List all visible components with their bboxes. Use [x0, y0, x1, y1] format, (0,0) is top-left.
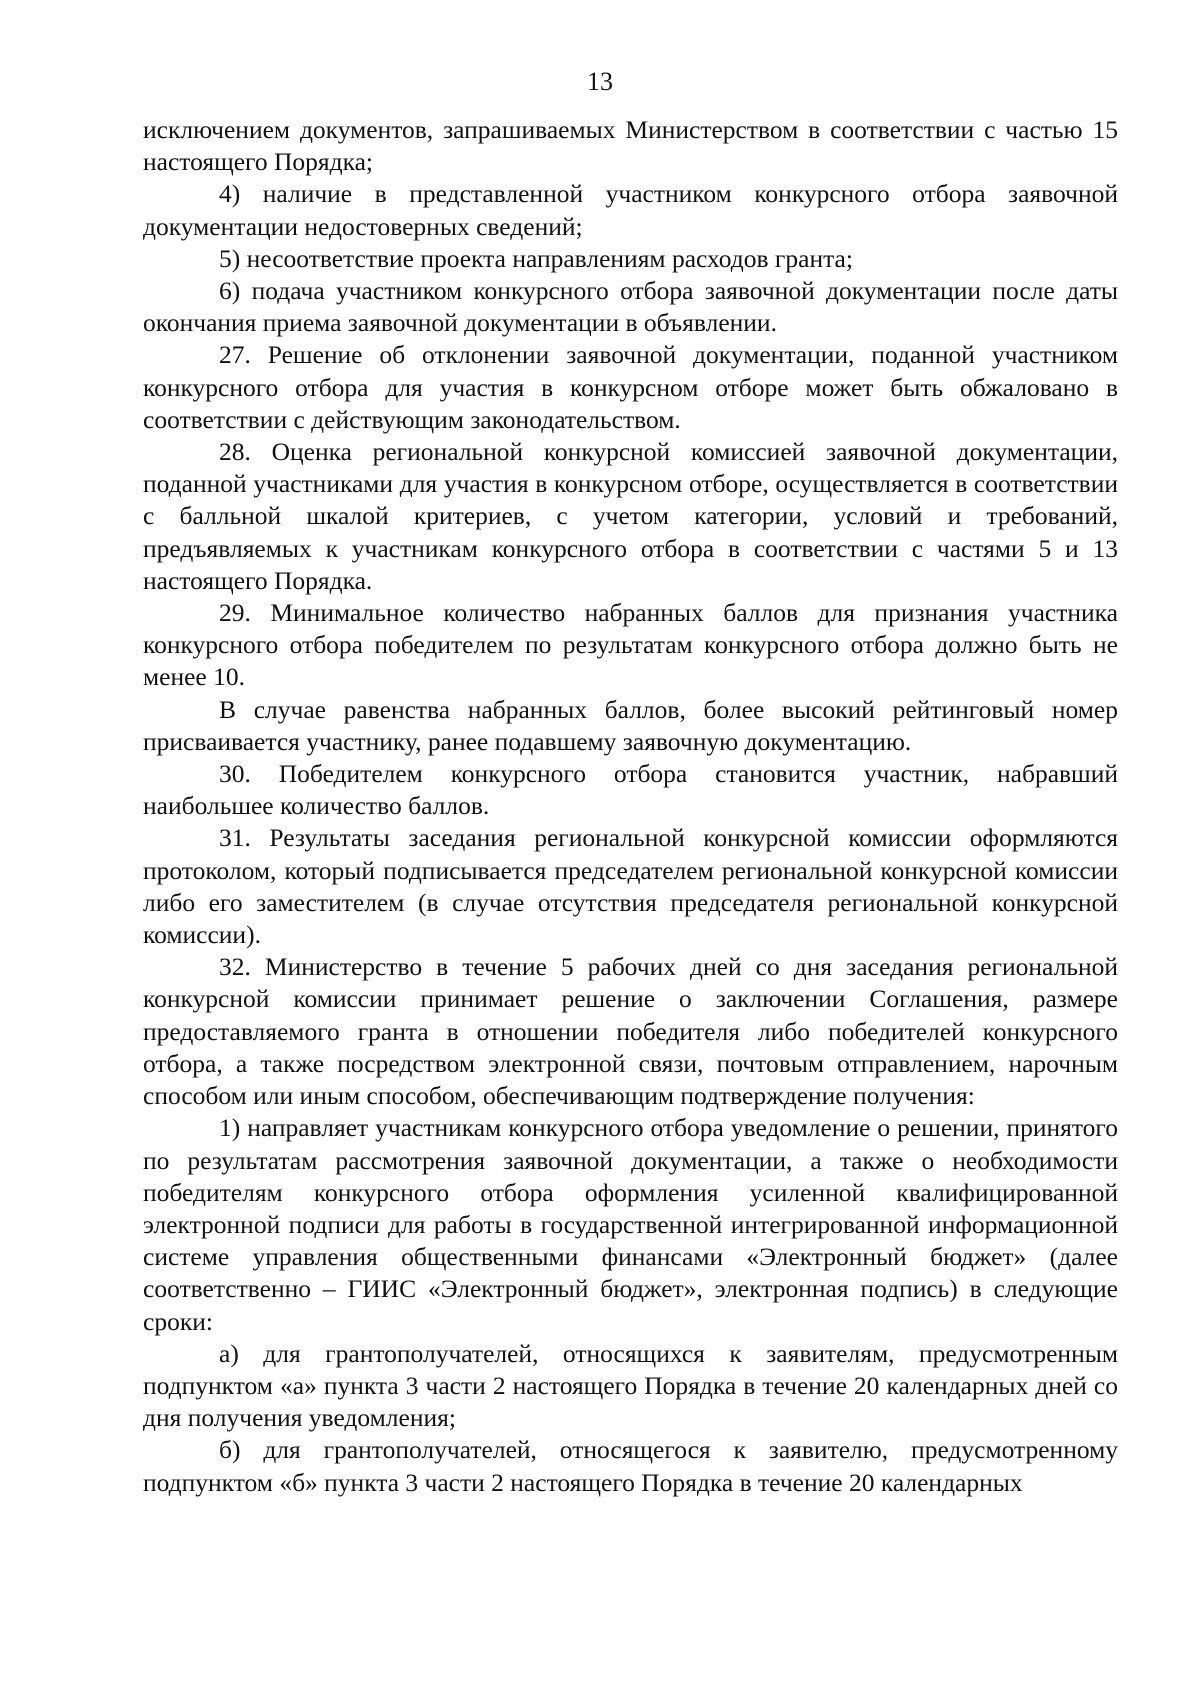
- paragraph: исключением документов, запрашиваемых Министерством в соответствии с частью 15 настоящего Порядка;: [143, 115, 1118, 177]
- paragraph: 6) подача участником конкурсного отбора заявочной документации после даты окончания приема заявочной документации в объявлении.: [143, 276, 1118, 338]
- paragraph: 5) несоответствие проекта направлениям расходов гранта;: [219, 243, 853, 273]
- paragraph: 4) наличие в представленной участником конкурсного отбора заявочной документации недостоверных сведений;: [143, 179, 1118, 241]
- paragraph: 29. Минимальное количество набранных баллов для признания участника конкурсного отбора победителем по результатам конкурсного отбора должно быть не менее 10.: [143, 598, 1118, 692]
- paragraph: 32. Министерство в течение 5 рабочих дней со дня заседания региональной конкурсной комиссии принимает решение о заключении Соглашения, размере предоставляемого гранта в отношении победителя либо победителей конкурсного отбора, а также посредством электронной связи, почтовым отправлением, нарочным способом или иным способом, обеспечивающим подтверждение получения:: [143, 952, 1118, 1111]
- paragraph: 30. Победителем конкурсного отбора становится участник, набравший наибольшее количество баллов.: [143, 759, 1118, 821]
- paragraph: 27. Решение об отклонении заявочной документации, поданной участником конкурсного отбора для участия в конкурсном отборе может быть обжаловано в соответствии с действующим законодательством.: [143, 340, 1118, 434]
- paragraph: б) для грантополучателей, относящегося к заявителю, предусмотренному подпунктом «б» пункта 3 части 2 настоящего Порядка в течение 20 календарных: [143, 1435, 1118, 1497]
- paragraph: 1) направляет участникам конкурсного отбора уведомление о решении, принятого по результатам рассмотрения заявочной документации, а также о необходимости победителям конкурсного отбора оформления усиленной квалифицированной электронной подписи для работы в государственной интегрированной информационной системе управления общественными финансами «Электронный бюджет» (далее соответственно – ГИИС «Электронный бюджет», электронная подпись) в следующие сроки:: [143, 1113, 1118, 1336]
- page-number: 13: [587, 67, 613, 96]
- paragraph: В случае равенства набранных баллов, более высокий рейтинговый номер присваивается участнику, ранее подавшему заявочную документацию.: [143, 694, 1118, 756]
- paragraph: 28. Оценка региональной конкурсной комиссией заявочной документации, поданной участниками для участия в конкурсном отборе, осуществляется в соответствии с балльной шкалой критериев, с учетом категории, условий и требований, предъявляемых к участникам конкурсного отбора в соответствии с частями 5 и 13 настоящего Порядка.: [143, 437, 1118, 595]
- paragraph: 31. Результаты заседания региональной конкурсной комиссии оформляются протоколом, который подписывается председателем региональной конкурсной комиссии либо его заместителем (в случае отсутствия председателя региональной конкурсной комиссии).: [143, 823, 1118, 950]
- document-body: [143, 114, 1118, 1499]
- paragraph: а) для грантополучателей, относящихся к заявителям, предусмотренным подпунктом «а» пункта 3 части 2 настоящего Порядка в течение 20 календарных дней со дня получения уведомления;: [143, 1338, 1118, 1433]
